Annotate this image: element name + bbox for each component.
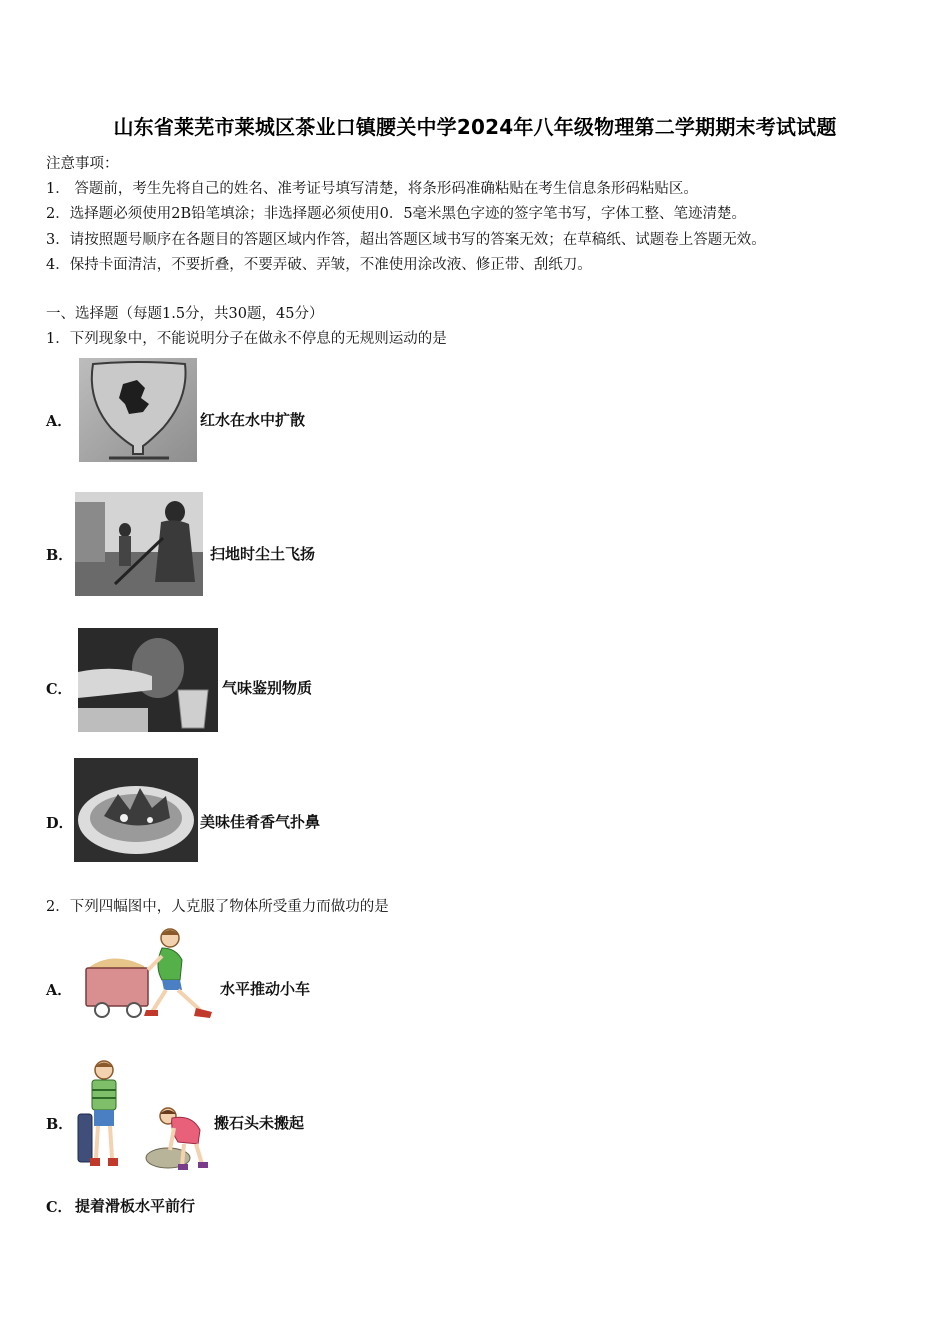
q1-option-c-text: 气味鉴别物质 (222, 679, 313, 697)
q1-option-b-label: B． (46, 547, 73, 564)
glass-with-ink-photo-icon (79, 358, 197, 462)
food-plate-photo-icon (74, 758, 198, 862)
q1-option-d-label: D． (46, 815, 74, 832)
question-1-stem: 1．下列现象中，不能说明分子在做永不停息的无规则运动的是 (46, 331, 447, 347)
q1-option-b-text: 扫地时尘土飞扬 (210, 545, 316, 563)
q2-option-b-text: 搬石头未搬起 (214, 1114, 305, 1132)
q2-option-c-label: C． (46, 1199, 73, 1216)
note-item-1: 1． 答题前，考生先将自己的姓名、准考证号填写清楚，将条形码准确粘贴在考生信息条形码粘贴区。 (46, 181, 698, 197)
q2-option-a-text: 水平推动小车 (220, 980, 311, 998)
q2-option-c-text: 提着滑板水平前行 (75, 1197, 196, 1215)
girl-lifting-stone-illustration-icon (74, 1058, 212, 1174)
sweeping-street-photo-icon (75, 492, 203, 596)
notes-heading: 注意事项： (46, 156, 119, 172)
q1-option-c-label: C． (46, 681, 73, 698)
q2-option-a-label: A． (46, 982, 72, 999)
note-item-3: 3．请按照题号顺序在各题目的答题区域内作答，超出答题区域书写的答案无效；在草稿纸、试题卷上答题无效。 (46, 232, 766, 248)
q1-option-a-text: 红水在水中扩散 (200, 411, 306, 429)
q2-option-b-label: B． (46, 1116, 73, 1133)
q1-option-d-text: 美味佳肴香气扑鼻 (200, 813, 321, 831)
note-item-2: 2．选择题必须使用2B铅笔填涂；非选择题必须使用0．5毫米黑色字迹的签字笔书写，字体工整、笔迹清楚。 (46, 206, 747, 222)
section-heading: 一、选择题（每题1.5分，共30题，45分） (46, 306, 324, 322)
note-item-4: 4．保持卡面清洁，不要折叠，不要弄破、弄皱，不准使用涂改液、修正带、刮纸刀。 (46, 257, 592, 273)
exam-title: 山东省莱芜市莱城区茶业口镇腰关中学2024年八年级物理第二学期期末考试试题 (113, 115, 837, 139)
question-2-stem: 2．下列四幅图中，人克服了物体所受重力而做功的是 (46, 899, 389, 915)
smelling-beaker-photo-icon (78, 628, 218, 732)
q1-option-a-label: A． (46, 413, 72, 430)
boy-pushing-cart-illustration-icon (82, 926, 218, 1022)
